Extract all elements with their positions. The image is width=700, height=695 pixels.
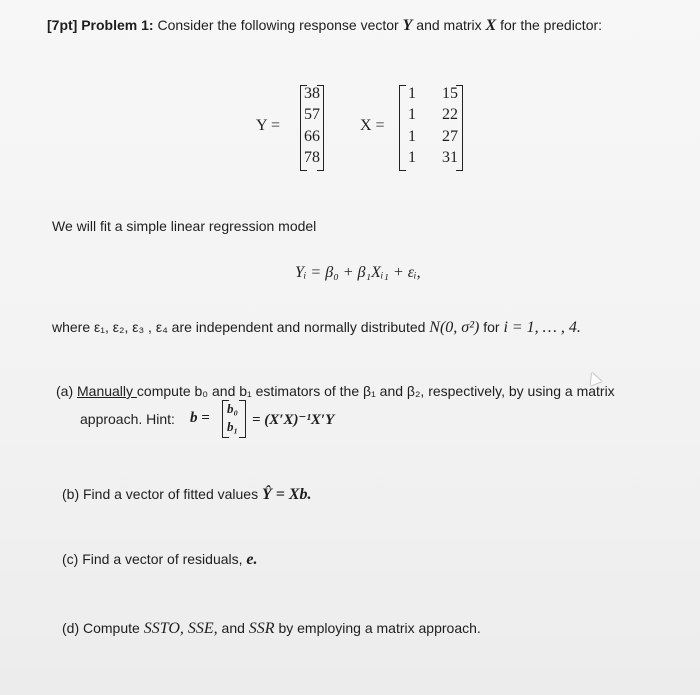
part-b: [62, 486, 312, 504]
assumption-pre: where ε₁, ε₂, ε₃ , ε₄ are independent and normally distributed: [52, 319, 430, 335]
y-value: 38: [304, 85, 320, 102]
x-col1-value: 1: [408, 149, 416, 166]
part-c: [62, 551, 258, 569]
y-vector: [300, 85, 324, 171]
statement-text: Consider the following response vector: [153, 17, 403, 33]
part-d-formula: SSTO, SSE,: [143, 620, 218, 637]
x-col1-value: 1: [408, 106, 416, 123]
x-label: X =: [360, 117, 385, 134]
part-a-label: (a): [56, 383, 77, 399]
b-equals: b =: [190, 410, 210, 426]
part-b-text: (b) Find a vector of fitted values: [62, 486, 262, 502]
part-a-hint-prefix: approach. Hint:: [80, 411, 175, 427]
y-value: 78: [304, 149, 320, 166]
var-y: Y: [402, 17, 413, 34]
x-matrix: [399, 85, 463, 171]
x-col2-value: 22: [442, 106, 458, 123]
b-vector: [222, 400, 246, 438]
part-a-line1: [56, 383, 615, 399]
part-b-formula: Ŷ = Xb.: [261, 486, 312, 503]
problem-statement: [47, 17, 602, 35]
index-range: i = 1, … , 4.: [503, 319, 581, 336]
x-col1-value: 1: [408, 128, 416, 145]
model-equation: Yᵢ = β₀ + β₁Xᵢ₁ + εᵢ,: [295, 264, 421, 281]
statement-tail: for the predictor:: [496, 17, 603, 33]
part-a-text: compute b₀ and b₁ estimators of the β₁ and β₂, respectively, by using a matrix: [136, 383, 615, 399]
distribution: N(0, σ²): [429, 319, 480, 336]
assumption-post: for: [479, 319, 504, 335]
y-value: 57: [304, 106, 320, 123]
var-x: X: [485, 17, 497, 34]
y-label: Y =: [256, 117, 280, 134]
b1: b₁: [227, 419, 239, 434]
part-a-underlined: Manually: [77, 383, 137, 399]
part-d-tail: by employing a matrix approach.: [274, 620, 481, 636]
x-col2-value: 15: [442, 85, 458, 102]
y-value: 66: [304, 128, 320, 145]
statement-and: and matrix: [412, 17, 486, 33]
x-col2-value: 31: [442, 149, 458, 166]
part-c-text: (c) Find a vector of residuals,: [62, 551, 247, 567]
part-d-text: (d) Compute: [62, 620, 144, 636]
hint-formula: = (X′X)⁻¹X′Y: [252, 412, 335, 428]
assumption-text: [52, 319, 581, 337]
intro-text: We will fit a simple linear regression model: [52, 218, 317, 234]
part-c-var: e.: [246, 551, 258, 568]
b0: b₀: [227, 401, 239, 416]
part-d-formula2: SSR: [248, 620, 275, 637]
x-col1-value: 1: [408, 85, 416, 102]
part-d: [62, 620, 481, 638]
problem-tag: [7pt] Problem 1:: [47, 17, 154, 33]
x-col2-value: 27: [442, 128, 458, 145]
part-d-mid: and: [217, 620, 249, 636]
